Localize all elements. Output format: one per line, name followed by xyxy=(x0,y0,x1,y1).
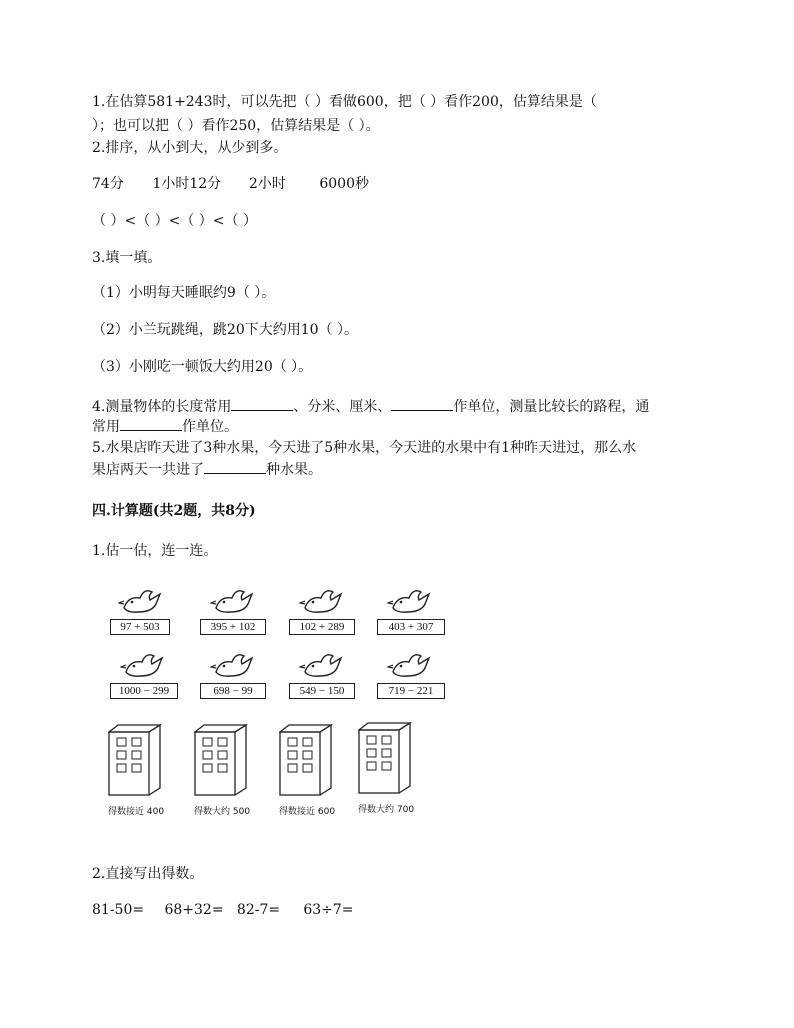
building-label: 得数接近 400 xyxy=(108,807,165,817)
building-label: 得数接近 600 xyxy=(279,807,336,817)
q3-title: 3.填一填。 xyxy=(92,250,162,266)
answer-blank xyxy=(204,459,266,474)
q5-text-c: 种水果。 xyxy=(266,462,322,478)
bird-icon xyxy=(120,650,180,680)
q3-sub1: （1）小明每天睡眠约9（ ）。 xyxy=(92,285,276,301)
q1-line2: ）；也可以把（ ）看作250，估算结果是（ ）。 xyxy=(92,118,380,134)
q2-item: 6000秒 xyxy=(319,176,369,192)
calc-item: 81-50= xyxy=(92,902,145,918)
q5-line2 xyxy=(92,459,322,480)
answer-blank xyxy=(120,416,182,431)
q2-title: 2.排序，从小到大，从少到多。 xyxy=(92,140,288,156)
expression-label: 102 + 289 xyxy=(289,619,355,635)
q2-order: （ ）<（ ）<（ ）<（ ） xyxy=(92,213,257,229)
bird-icon xyxy=(210,650,270,680)
building-card xyxy=(194,724,264,820)
building-card xyxy=(358,722,428,818)
q2-item: 2小时 xyxy=(248,176,286,192)
calc-item: 68+32= xyxy=(164,902,224,918)
expr-card xyxy=(200,586,266,638)
bird-icon xyxy=(118,586,178,616)
expression-label: 403 + 307 xyxy=(377,619,445,635)
section-heading: 四.计算题(共2题，共8分) xyxy=(92,503,256,519)
building-label: 得数大约 500 xyxy=(194,807,251,817)
calc-item: 82-7= xyxy=(236,902,281,918)
expr-card xyxy=(289,586,355,638)
building-card xyxy=(279,724,349,820)
q3-sub3: （3）小刚吃一顿饭大约用20（ ）。 xyxy=(92,359,313,375)
q5-line1: 5.水果店昨天进了3种水果，今天进了5种水果，今天进的水果中有1种昨天进过，那么水 xyxy=(92,440,637,456)
bird-icon xyxy=(299,650,359,680)
building-icon xyxy=(279,724,333,796)
bird-icon xyxy=(210,586,270,616)
q4-text-b: 、分米、厘米、 xyxy=(293,399,392,415)
expr-card xyxy=(377,650,445,702)
q4-text-a: 4.测量物体的长度常用 xyxy=(92,399,232,415)
q4-line1 xyxy=(92,396,649,417)
s4-q2-title: 2.直接写出得数。 xyxy=(92,866,204,882)
expression-label: 1000 − 299 xyxy=(110,683,178,699)
s4-q1-title: 1.估一估，连一连。 xyxy=(92,543,218,559)
expression-label: 395 + 102 xyxy=(200,619,266,635)
answer-blank xyxy=(391,396,453,411)
bird-icon xyxy=(387,586,447,616)
expression-label: 549 − 150 xyxy=(289,683,355,699)
building-icon xyxy=(108,724,162,796)
q2-item: 74分 xyxy=(92,176,124,192)
building-icon xyxy=(358,722,412,794)
expr-card xyxy=(110,650,178,702)
expr-card xyxy=(200,650,266,702)
calc-item: 63÷7= xyxy=(303,902,354,918)
building-card xyxy=(108,724,178,820)
expression-label: 719 − 221 xyxy=(377,683,445,699)
building-icon xyxy=(194,724,248,796)
answer-blank xyxy=(231,396,293,411)
expression-label: 698 − 99 xyxy=(200,683,266,699)
bird-icon xyxy=(387,650,447,680)
calc-row xyxy=(92,900,354,920)
q4-text-c: 作单位，测量比较长的路程，通 xyxy=(453,399,650,415)
expression-label: 97 + 503 xyxy=(110,619,170,635)
expr-card xyxy=(110,586,170,638)
q4-text-d: 常用 xyxy=(92,419,120,435)
q1-line1: 1.在估算581+243时，可以先把（ ）看做600，把（ ）看作200，估算结果是（ xyxy=(92,94,597,110)
q4-text-e: 作单位。 xyxy=(182,419,238,435)
expr-card xyxy=(289,650,355,702)
q2-items xyxy=(92,174,369,194)
building-label: 得数大约 700 xyxy=(358,805,415,815)
q3-sub2: （2）小兰玩跳绳，跳20下大约用10（ ）。 xyxy=(92,322,358,338)
bird-icon xyxy=(299,586,359,616)
expr-card xyxy=(377,586,445,638)
q4-line2 xyxy=(92,416,238,437)
q2-item: 1小时12分 xyxy=(152,176,222,192)
q5-text-b: 果店两天一共进了 xyxy=(92,462,204,478)
